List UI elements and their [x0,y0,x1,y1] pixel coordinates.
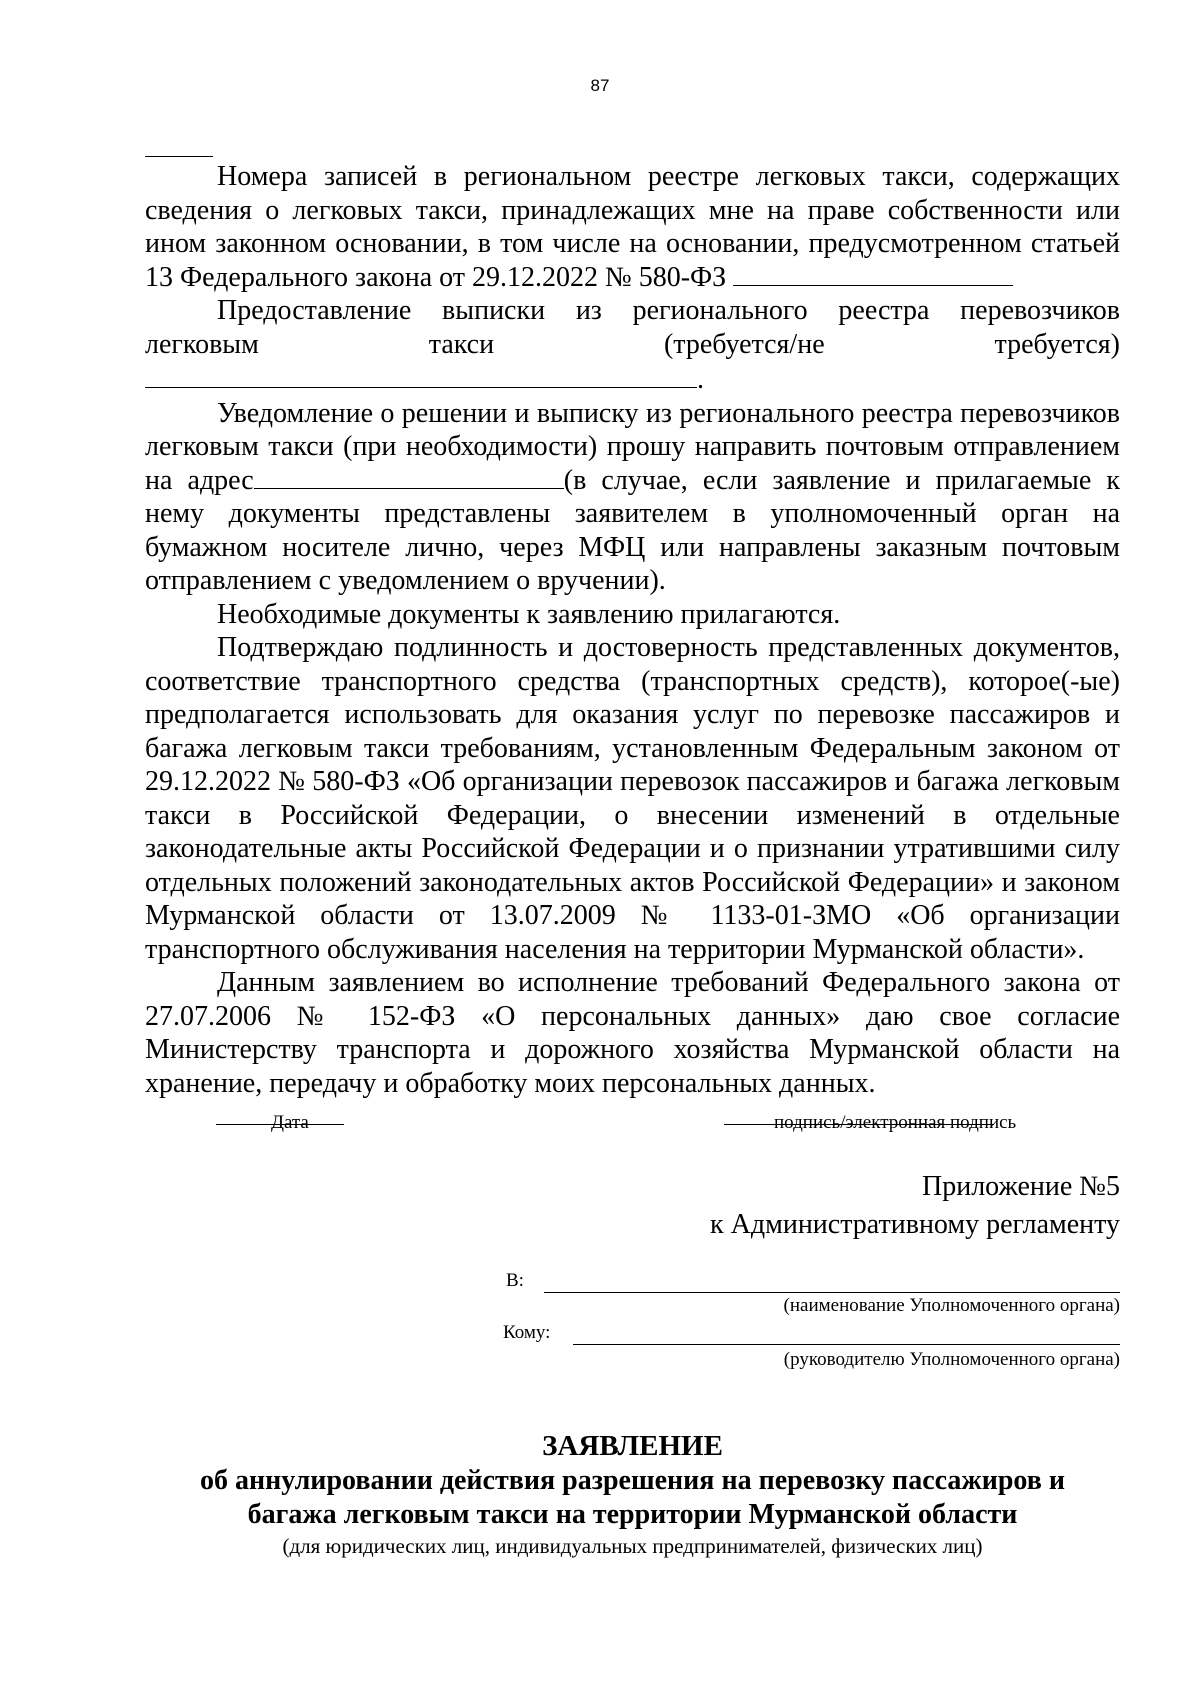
paragraph-notification [145,397,1120,598]
date-caption: Дата [271,1112,309,1133]
document-subtitle-line1: об аннулировании действия разрешения на перевозку пассажиров и [200,1465,1065,1496]
footnote-rule [145,156,213,157]
paragraph-attachments: Необходимые документы к заявлению прилагаются. [217,598,841,630]
paragraph-extract-request: Предоставление выписки из регионального реестра перевозчиков легковым такси (требуется/не требуется) [145,295,1120,360]
paragraph-text: Номера записей в региональном реестре легковых такси, содержащих сведения о легковых такси, принадлежащих мне на праве собственности или ином законном основании, в том числе на основании, предусмотренном статьей 13 Федерального закона от 29.12.2022 № 580-ФЗ [145,161,1120,293]
page-number: 87 [590,76,610,95]
application-title-block [145,1428,1120,1560]
paragraph-consent: Данным заявлением во исполнение требований Федерального закона от 27.07.2006 № 152-ФЗ «О персональных данных» даю свое согласие Министерству транспорта и дорожного хозяйства Мурманской области на хранение, передачу и обработку моих персональных данных. [145,967,1120,1099]
paragraph-record-numbers [145,160,1120,294]
paragraph-extract-blank [145,361,1120,397]
paragraph-text: Уведомление о решении и выписку из регионального реестра перевозчиков легковым такси (при необходимости) прошу направить почтовым отправлением на адрес [145,397,1120,496]
appendix-reference: к Административному регламенту [710,1209,1120,1240]
document-body [145,160,1120,1100]
appendix-number: Приложение №5 [922,1171,1120,1202]
to-label: В: [506,1270,524,1291]
signature-caption: подпись/электронная подпись [774,1112,1017,1133]
to-field[interactable] [544,1292,1120,1293]
paragraph-confirmation: Подтверждаю подлинность и достоверность представленных документов, соответствие транспортного средства (транспортных средств), которое(-ые) предполагается использовать для оказания услуг по перевозке пассажиров и багажа легковым такси требованиям, установленным Федеральным законом от 29.12.2022 № 580-ФЗ «Об организации перевозок пассажиров и багажа легковым такси в Российской Федерации, о внесении изменений в отдельные законодательные акты Российской Федерации и о признании утратившими силу отдельных положений законодательных актов Российской Федерации» и законом Мурманской области от 13.07.2009 № 1133-01-ЗМО «Об организации транспортного обслуживания населения на территории Мурманской области». [145,632,1120,965]
appendix-header [710,1168,1120,1244]
whom-caption: (руководителю Уполномоченного органа) [783,1349,1120,1370]
whom-label: Кому: [503,1322,551,1343]
to-caption: (наименование Уполномоченного органа) [783,1295,1120,1316]
paragraph-text: (в случае, если заявление и прилагаемые к нему документы представлены заявителем в уполномоченный орган на бумажном носителе лично, через МФЦ или направлены заказным почтовым отправлением с уведомлением о вручении). [145,464,1121,596]
record-numbers-field[interactable] [733,262,1013,286]
document-note: (для юридических лиц, индивидуальных предпринимателей, физических лиц) [282,1534,983,1558]
whom-field[interactable] [573,1344,1120,1345]
extract-required-field[interactable] [145,361,697,388]
document-subtitle-line2: багажа легковым такси на территории Мурманской области [247,1499,1018,1530]
postal-address-field[interactable] [254,465,564,489]
period-mark: . [697,364,704,395]
document-title: ЗАЯВЛЕНИЕ [542,1430,723,1462]
